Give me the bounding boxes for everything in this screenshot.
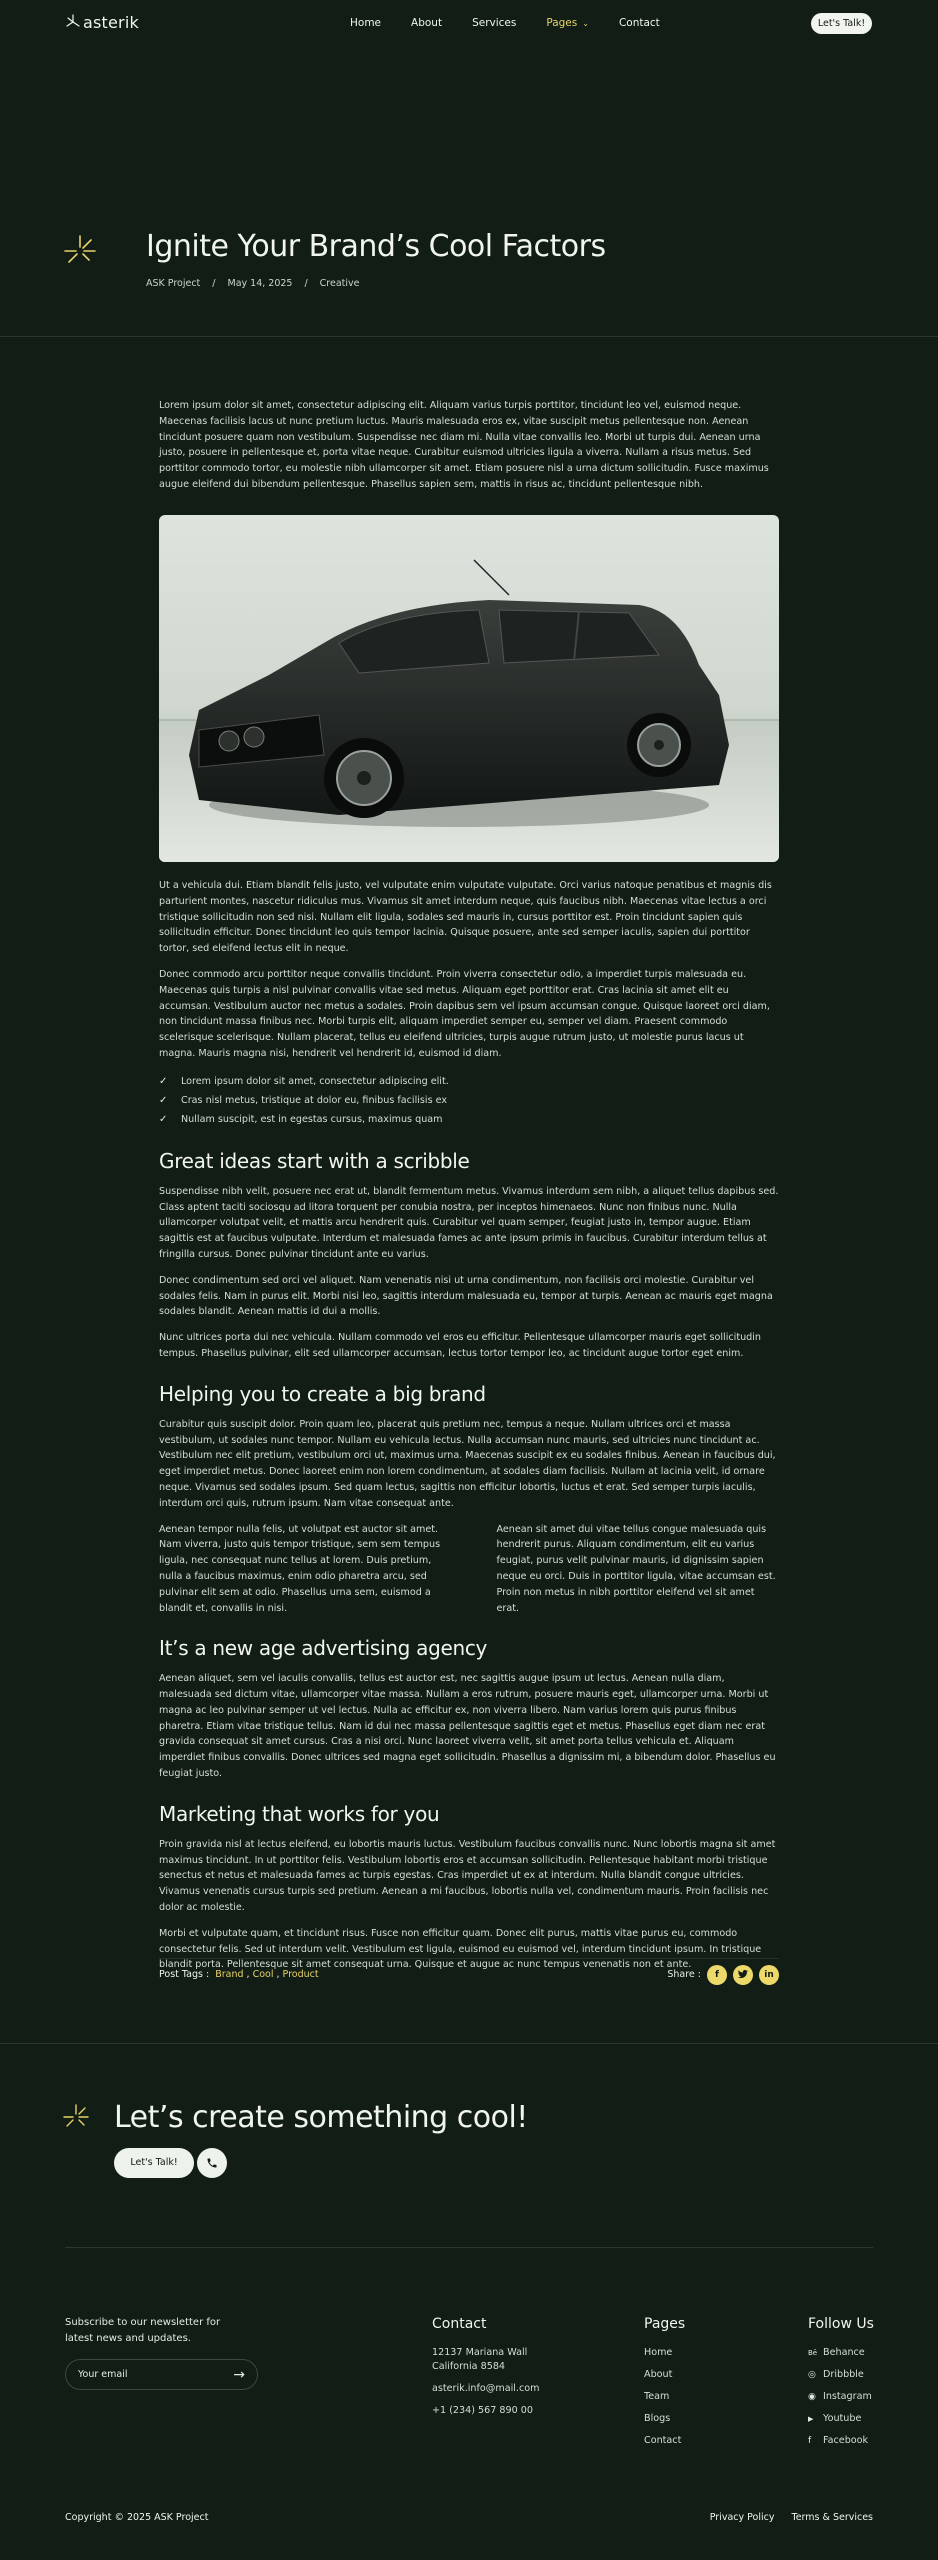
paragraph: Nunc ultrices porta dui nec vehicula. Nullam commodo vel eros eu efficitur. Pellentesque ullamcorper mauris eget sollicitudin tempus. Phasellus pulvinar, elit sed ullamcorper accumsan, lectus tortor tempor leo, ac tincidunt augue tortor eget enim. xyxy=(159,1332,761,1359)
list-item xyxy=(159,1072,779,1091)
tag-product[interactable]: Product xyxy=(282,1969,319,1980)
paragraph: Aenean aliquet, sem vel iaculis convallis, tellus est auctor est, nec sagittis augue ipsum ut lectus. Aenean nulla diam, malesuada sed dictum vitae, ullamcorper vitae massa. Nullam a eros rutrum, posuere mauris eget, ullamcorper urna. Morbi ut magna ac leo pulvinar semper ut vel lectus. Nulla ac efficitur ex, non viverra libero. Nam varius lorem quis purus finibus pharetra. Etiam vitae tristique tellus. Nam id dui nec massa pellentesque sagittis eget et metus. Phasellus eget diam nec erat gravida consequat sit amet cursus. Cras a nisi orci. Nunc laoreet viverra velit, sit amet porta tellus vehicula et. Aliquam imperdiet finibus convallis. Donec ultrices sed magna eget sollicitudin. Phasellus a dignissim mi, a bibendum dolor. Phasellus eu feugiat justo. xyxy=(159,1673,776,1780)
list-item-text: Cras nisl metus, tristique at dolor eu, finibus facilisis ex xyxy=(181,1094,448,1106)
cta-lets-talk-button[interactable]: Let's Talk! xyxy=(114,2148,194,2178)
two-column-text xyxy=(159,1522,779,1617)
social-behance[interactable] xyxy=(808,2346,874,2360)
lets-talk-button[interactable]: Let's Talk! xyxy=(811,13,872,34)
copyright: Copyright © 2025 ASK Project xyxy=(65,2512,209,2523)
post-tags-row xyxy=(159,1958,779,1990)
column-right: Aenean sit amet dui vitae tellus congue malesuada quis hendrerit purus. Aliquam condimentum, elit eu varius feugiat, purus velit pulvinar mauris, id dignissim sapien neque eu orci. Duis in porttitor ligula, vitae accumsan est. Proin non metus in nibh porttitor eleifend vel sit amet erat. xyxy=(496,1523,776,1614)
car-illustration xyxy=(159,515,779,862)
phone-icon[interactable] xyxy=(197,2148,227,2178)
linkedin-icon[interactable]: in xyxy=(759,1965,779,1985)
tag-brand[interactable]: Brand xyxy=(215,1969,244,1980)
social-facebook[interactable] xyxy=(808,2434,874,2448)
footer-link-team[interactable]: Team xyxy=(644,2391,670,2402)
logo[interactable] xyxy=(65,13,139,32)
youtube-icon: ▶ xyxy=(808,2415,814,2423)
paragraph: Curabitur quis suscipit dolor. Proin quam leo, placerat quis pretium nec, tempus a neque. Nullam ultrices orci et massa vestibulum, ut sodales nunc tempor. Nullam eu vehicula lectus. Nulla accumsan nunc mauris, sed ultricies nunc tincidunt ac. Vestibulum nec elit pretium, vestibulum orci ut, maximus urna. Maecenas suscipit ex eu sodales finibus. Aenean in faucibus dui, eget imperdiet metus. Donec laoreet enim non lorem condimentum, at sodales diam facilisis. Nullam at lacinia velit, id ornare neque. Vivamus sed sodales ipsum. Sed quam lectus, sagittis non efficitur lobortis, luctus et erat. Sed semper turpis iaculis, interdum orci quis, rutrum ipsum. Nam vitae consequat ante. xyxy=(159,1418,776,1509)
footer-follow-heading: Follow Us xyxy=(808,2316,874,2332)
privacy-policy-link[interactable]: Privacy Policy xyxy=(709,2512,775,2523)
share-links xyxy=(667,1965,779,1985)
column-left: Aenean tempor nulla felis, ut volutpat est auctor sit amet. Nam viverra, justo quis tempor tristique, sem sem tempus ligula, nec consequat nunc tellus at lorem. Duis pretium, nulla a faucibus maximus, enim odio pharetra arcu, sed pulvinar elit sem at odio. Phasellus urna sem, euismod a blandit et, convallis in nisi. xyxy=(159,1523,441,1614)
social-label: Behance xyxy=(823,2347,865,2358)
article-body xyxy=(159,878,779,1983)
list-item-text: Lorem ipsum dolor sit amet, consectetur adipiscing elit. xyxy=(181,1075,449,1087)
nav-pages-label: Pages xyxy=(546,17,578,29)
twitter-icon[interactable] xyxy=(733,1965,753,1985)
social-label: Youtube xyxy=(823,2413,862,2424)
footer-follow xyxy=(808,2316,874,2456)
cta-title: Let’s create something cool! xyxy=(114,2100,528,2135)
cta-divider xyxy=(65,2247,873,2248)
paragraph: Ut a vehicula dui. Etiam blandit felis justo, vel vulputate enim vulputate vulputate. Orci varius natoque penatibus et magnis dis parturient montes, nascetur ridiculus mus. Vivamus sit amet interdum neque, quis faucibus nibh. Maecenas vitae lectus a orci tristique sollicitudin non sed nisi. Nullam elit ligula, sodales sed mauris in, cursus porttitor est. Proin tincidunt sapien quis sollicitudin efficitur. Donec tincidunt leo quis tempor lacinia. Quisque posuere, ante sed semper iaculis, sapien dui porttitor tortor, sed eleifend lectus elit in neque. xyxy=(159,880,772,955)
paragraph: Donec commodo arcu porttitor neque convallis tincidunt. Proin viverra consectetur odio, a imperdiet turpis malesuada eu. Maecenas quis turpis a nisl pulvinar convallis vitae sed metus. Aliquam eget porttitor erat. Cras lacinia sit amet elit eu accumsan. Vestibulum auctor nec metus a sodales. Proin dapibus sem vel ipsum accumsan congue. Quisque laoreet orci diam, non tincidunt massa finibus nec. Morbi turpis elit, aliquam imperdiet semper eu, semper vel diam. Praesent commodo scelerisque scelerisque. Nullam placerat, tellus eu eleifend ultricies, turpis augue rutrum justo, ut molestie purus lacus ut magna. Mauris magna nisi, hendrerit vel hendrerit id, euismod id diam. xyxy=(159,968,770,1059)
list-item xyxy=(159,1110,779,1129)
logo-text: asterik xyxy=(83,13,139,32)
social-youtube[interactable] xyxy=(808,2412,874,2426)
featured-image xyxy=(159,515,779,862)
newsletter-text: Subscribe to our newsletter for latest news and updates. xyxy=(65,2317,221,2344)
checklist xyxy=(159,1072,779,1129)
legal-links xyxy=(696,2512,873,2523)
hero-divider xyxy=(0,336,938,337)
list-item-text: Nullam suscipit, est in egestas cursus, maximus quam xyxy=(181,1113,443,1125)
dribbble-icon: ◎ xyxy=(808,2370,816,2380)
paragraph: Suspendisse nibh velit, posuere nec erat ut, blandit fermentum metus. Vivamus interdum sem nibh, a aliquet tellus dapibus sed. Class aptent taciti sociosqu ad litora torquent per conubia nostra, per inceptos himenaeos. Nunc non finibus nunc. Nulla ullamcorper volutpat velit, et mattis arcu hendrerit quis. Curabitur vel quam semper, feugiat justo in, tempor augue. Etiam sagittis est at faucibus vulputate. Interdum et malesuada fames ac ante ipsum primis in faucibus. Curabitur interdum tellus at fringilla cursus. Donec pulvinar tincidunt ante eu varius. xyxy=(159,1185,779,1260)
footer-bottom-bar xyxy=(65,2512,873,2523)
footer-link-contact[interactable]: Contact xyxy=(644,2435,682,2446)
post-meta: ASK Project / May 14, 2025 / Creative xyxy=(146,278,360,289)
contact-phone[interactable]: +1 (234) 567 890 00 xyxy=(432,2405,533,2416)
site-header xyxy=(0,0,938,50)
footer-link-blogs[interactable]: Blogs xyxy=(644,2413,671,2424)
section-heading: It’s a new age advertising agency xyxy=(159,1636,488,1661)
social-label: Facebook xyxy=(823,2435,869,2446)
footer-contact xyxy=(432,2316,539,2426)
facebook-icon[interactable]: f xyxy=(707,1965,727,1985)
list-item xyxy=(159,1091,779,1110)
main-nav xyxy=(350,17,690,29)
footer-pages-heading: Pages xyxy=(644,2316,686,2332)
check-icon: ✓ xyxy=(159,1075,168,1087)
tag-cool[interactable]: Cool xyxy=(252,1969,274,1980)
arrow-right-icon[interactable]: → xyxy=(233,2366,245,2383)
paragraph: Proin gravida nisl at lectus eleifend, eu lobortis mauris luctus. Vestibulum faucibus convallis nunc. Nunc lobortis magna sit amet maximus tincidunt. In ut porttitor felis. Vestibulum lobortis eros et accumsan sollicitudin. Pellentesque habitant morbi tristique senectus et netus et malesuada fames ac turpis egestas. Cras imperdiet ut ex at interdum. Nulla blandit congue ultricies. Vivamus venenatis cursus turpis sed pretium. Aenean a mi faucibus, lobortis nulla vel, condimentum mauris. Proin facilisis nec dolor ac molestie. xyxy=(159,1838,776,1914)
social-dribbble[interactable] xyxy=(808,2368,874,2382)
nav-pages[interactable] xyxy=(546,17,589,29)
paragraph: Morbi et vulputate quam, et tincidunt risus. Fusce non efficitur quam. Donec elit purus, mattis vitae purus eu, commodo consectetur felis. Sed ut interdum velit. Vestibulum est ligula, euismod eu euismod vel, interdum tincidunt ipsum. In tristique blandit porta. Pellentesque sit amet consequat urna. Quisque et augue ac nunc tempus venenatis non et ante. xyxy=(159,1927,762,1971)
post-tags-label: Post Tags : xyxy=(159,1969,210,1980)
nav-contact[interactable]: Contact xyxy=(618,17,660,29)
chevron-down-icon: ⌄ xyxy=(582,19,589,28)
paragraph: Donec condimentum sed orci vel aliquet. Nam venenatis nisi ut urna condimentum, non facilisis orci molestie. Curabitur vel sodales felis. Nam in purus elit. Morbi nisi leo, sagittis interdum malesuada eu, tempor at turpis. Aenean ac mauris eget magna sodales blandit. Aenean mattis id dui a mollis. xyxy=(159,1274,773,1318)
nav-services[interactable]: Services xyxy=(472,17,517,29)
post-author[interactable]: ASK Project xyxy=(146,278,201,289)
post-tags: Post Tags : Brand , Cool , Product xyxy=(159,1969,319,1980)
page-title: Ignite Your Brand’s Cool Factors xyxy=(146,229,606,264)
article-intro xyxy=(159,398,779,503)
sparkle-icon xyxy=(65,14,81,32)
nav-home[interactable]: Home xyxy=(350,17,382,29)
section-heading: Marketing that works for you xyxy=(159,1801,440,1826)
post-date: May 14, 2025 xyxy=(227,278,293,289)
social-instagram[interactable] xyxy=(808,2390,874,2404)
instagram-icon: ◉ xyxy=(808,2392,816,2402)
terms-link[interactable]: Terms & Services xyxy=(791,2512,873,2523)
contact-email[interactable]: asterik.info@mail.com xyxy=(432,2383,540,2394)
facebook-icon: f xyxy=(808,2436,812,2446)
intro-paragraph: Lorem ipsum dolor sit amet, consectetur adipiscing elit. Aliquam varius turpis porttitor, tincidunt leo vel, euismod neque. Maecenas facilisis lacus ut nunc pretium luctus. Mauris malesuada eros ex, vitae suscipit metus pellentesque non. Aenean tincidunt posuere quam non vestibulum. Suspendisse nec diam mi. Nulla vitae convallis leo. Morbi ut turpis dui. Aenean urna justo, posuere in pellentesque et, porta vitae neque. Curabitur euismod ultricies ligula a viverra. Nullam a risus metus. Sed porttitor commodo tortor, eu molestie nibh ullamcorper sit amet. Etiam posuere nisl a urna dictum sollicitudin. Fusce maximus augue eleifend dui bibendum pellentesque. Phasellus sapien sem, mattis in risus ac, tincidunt pellentesque nibh. xyxy=(159,400,769,490)
section-heading: Great ideas start with a scribble xyxy=(159,1148,470,1173)
footer-link-about[interactable]: About xyxy=(644,2369,673,2380)
nav-about[interactable]: About xyxy=(411,17,443,29)
check-icon: ✓ xyxy=(159,1113,168,1125)
footer-contact-heading: Contact xyxy=(432,2316,487,2332)
social-label: Instagram xyxy=(823,2391,872,2402)
sparkle-icon xyxy=(63,234,97,268)
footer-link-home[interactable]: Home xyxy=(644,2347,673,2358)
sparkle-icon xyxy=(63,2104,89,2130)
social-label: Dribbble xyxy=(823,2369,864,2380)
behance-icon: Bē xyxy=(808,2349,818,2357)
share-label: Share : xyxy=(667,1969,701,1980)
email-input[interactable] xyxy=(78,2369,218,2380)
section-heading: Helping you to create a big brand xyxy=(159,1381,486,1406)
post-category[interactable]: Creative xyxy=(319,278,360,289)
address-line2: California 8584 xyxy=(432,2361,506,2372)
footer-pages xyxy=(644,2316,685,2456)
check-icon: ✓ xyxy=(159,1094,168,1106)
newsletter-form xyxy=(65,2359,258,2390)
address-line1: 12137 Mariana Wall xyxy=(432,2347,528,2358)
section-divider xyxy=(0,2043,938,2044)
